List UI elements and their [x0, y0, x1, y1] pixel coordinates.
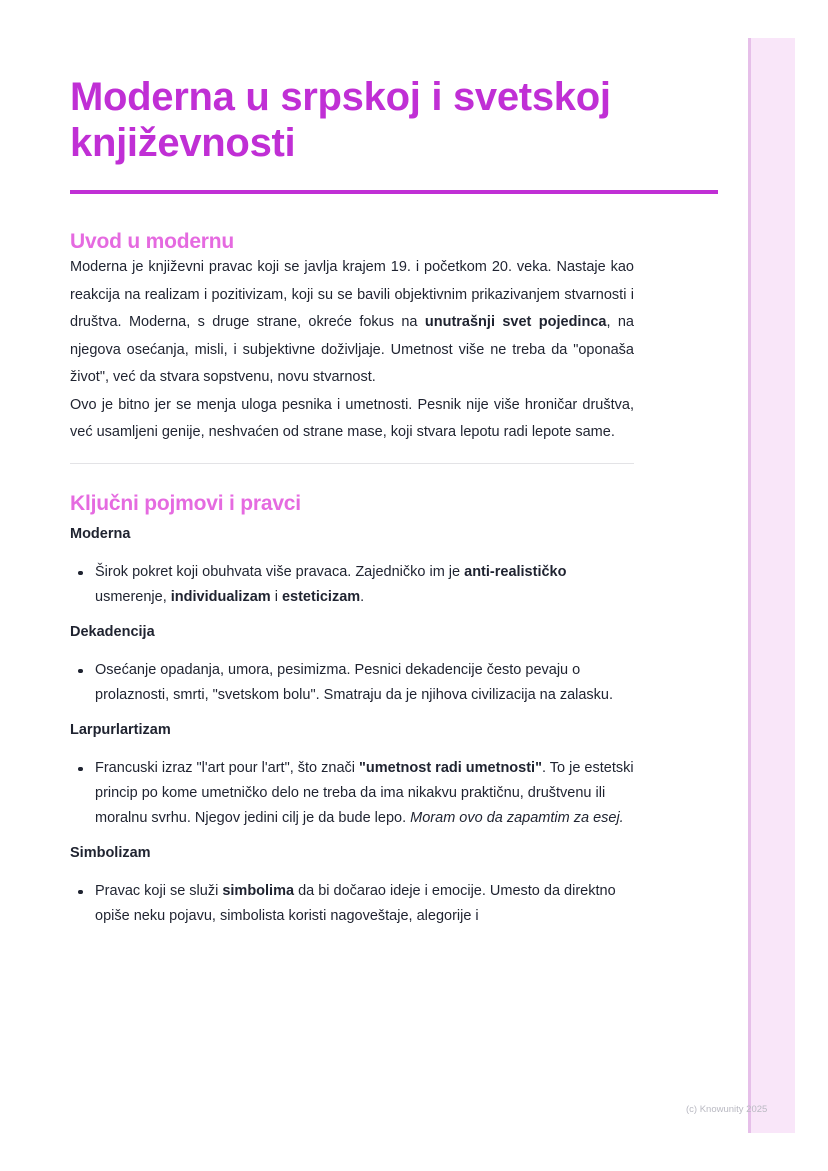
term-list: [70, 560, 634, 610]
title-divider: [70, 190, 718, 194]
page-side-strip: [748, 38, 795, 1133]
list-item: [70, 560, 634, 610]
term-moderna: [70, 526, 634, 610]
document-page: [70, 74, 634, 929]
bold-run: simbolima: [222, 882, 295, 899]
bold-run: "umetnost radi umetnosti": [359, 759, 542, 776]
bold-run: anti-realističko: [464, 563, 567, 580]
intro-p1-text-c: , na njegova osećanja, misli, i subjektivne doživljaje. Umetnost više ne treba da "oponaša život", već da stvara sopstvenu, novu stvarnost.: [70, 314, 634, 385]
text-run: Širok pokret koji obuhvata više pravaca. Zajedničko im je: [95, 563, 465, 580]
italic-note: Moram ovo da zapamtim za esej.: [410, 809, 624, 826]
text-run: da bi dočarao ideje i emocije. Umesto da direktno opiše neku pojavu, simbolista koristi nagoveštaje, alegorije i: [95, 882, 616, 924]
intro-p1-bold: unutrašnji svet pojedinca: [424, 314, 607, 330]
intro-section: [70, 230, 634, 447]
intro-paragraph-2: Ovo je bitno jer se menja uloga pesnika i umetnosti. Pesnik nije više hroničar društva, već usamljeni genije, neshvaćen od strane mase, koji stvara lepotu radi lepote same.: [70, 396, 634, 440]
text-run: . To je estetski princip po kome umetničko delo ne treba da ima nikakvu praktičnu, društvenu ili moralnu svrhu. Njegov jedini cilj je da bude lepo.: [95, 759, 634, 826]
term-simbolizam: [70, 845, 634, 929]
term-larpurlartizam: [70, 722, 634, 831]
text-run: i: [270, 588, 282, 605]
term-dekadencija: [70, 624, 634, 708]
intro-paragraph-1: [70, 254, 634, 392]
term-list: [70, 658, 634, 708]
list-item: [70, 879, 634, 929]
watermark: (c) Knowunity 2025: [686, 1104, 768, 1115]
text-run: Pravac koji se služi: [95, 882, 223, 899]
term-title: Larpurlartizam: [70, 721, 171, 738]
bold-run: individualizam: [170, 588, 271, 605]
text-run: Francuski izraz "l'art pour l'art", što znači: [95, 759, 360, 776]
term-title: Simbolizam: [70, 844, 151, 861]
text-run: .: [360, 588, 365, 605]
concepts-heading: Ključni pojmovi i pravci: [70, 491, 301, 515]
term-title: Moderna: [70, 525, 131, 542]
text-run: usmerenje,: [95, 588, 171, 605]
concepts-section: [70, 492, 634, 929]
list-item: [70, 756, 634, 831]
page-title: Moderna u srpskoj i svetskoj književnosti: [70, 75, 611, 165]
term-list: [70, 879, 634, 929]
section-divider: [70, 463, 634, 464]
intro-p1-text-a: Moderna je književni pravac koji se javlja krajem 19. i početkom 20. veka. Nastaje kao reakcija na realizam i pozitivizam, koji su se bavili objektivnim prikazivanjem stvarnosti i društva. Moderna, s druge strane, okreće fokus na: [70, 259, 634, 330]
intro-heading: Uvod u modernu: [70, 230, 235, 253]
list-item: Osećanje opadanja, umora, pesimizma. Pesnici dekadencije često pevaju o prolaznosti, smrti, "svetskom bolu". Smatraju da je njihova civilizacija na zalasku.: [70, 658, 634, 708]
bold-run: esteticizam: [281, 588, 361, 605]
term-title: Dekadencija: [70, 623, 155, 640]
term-list: [70, 756, 634, 831]
